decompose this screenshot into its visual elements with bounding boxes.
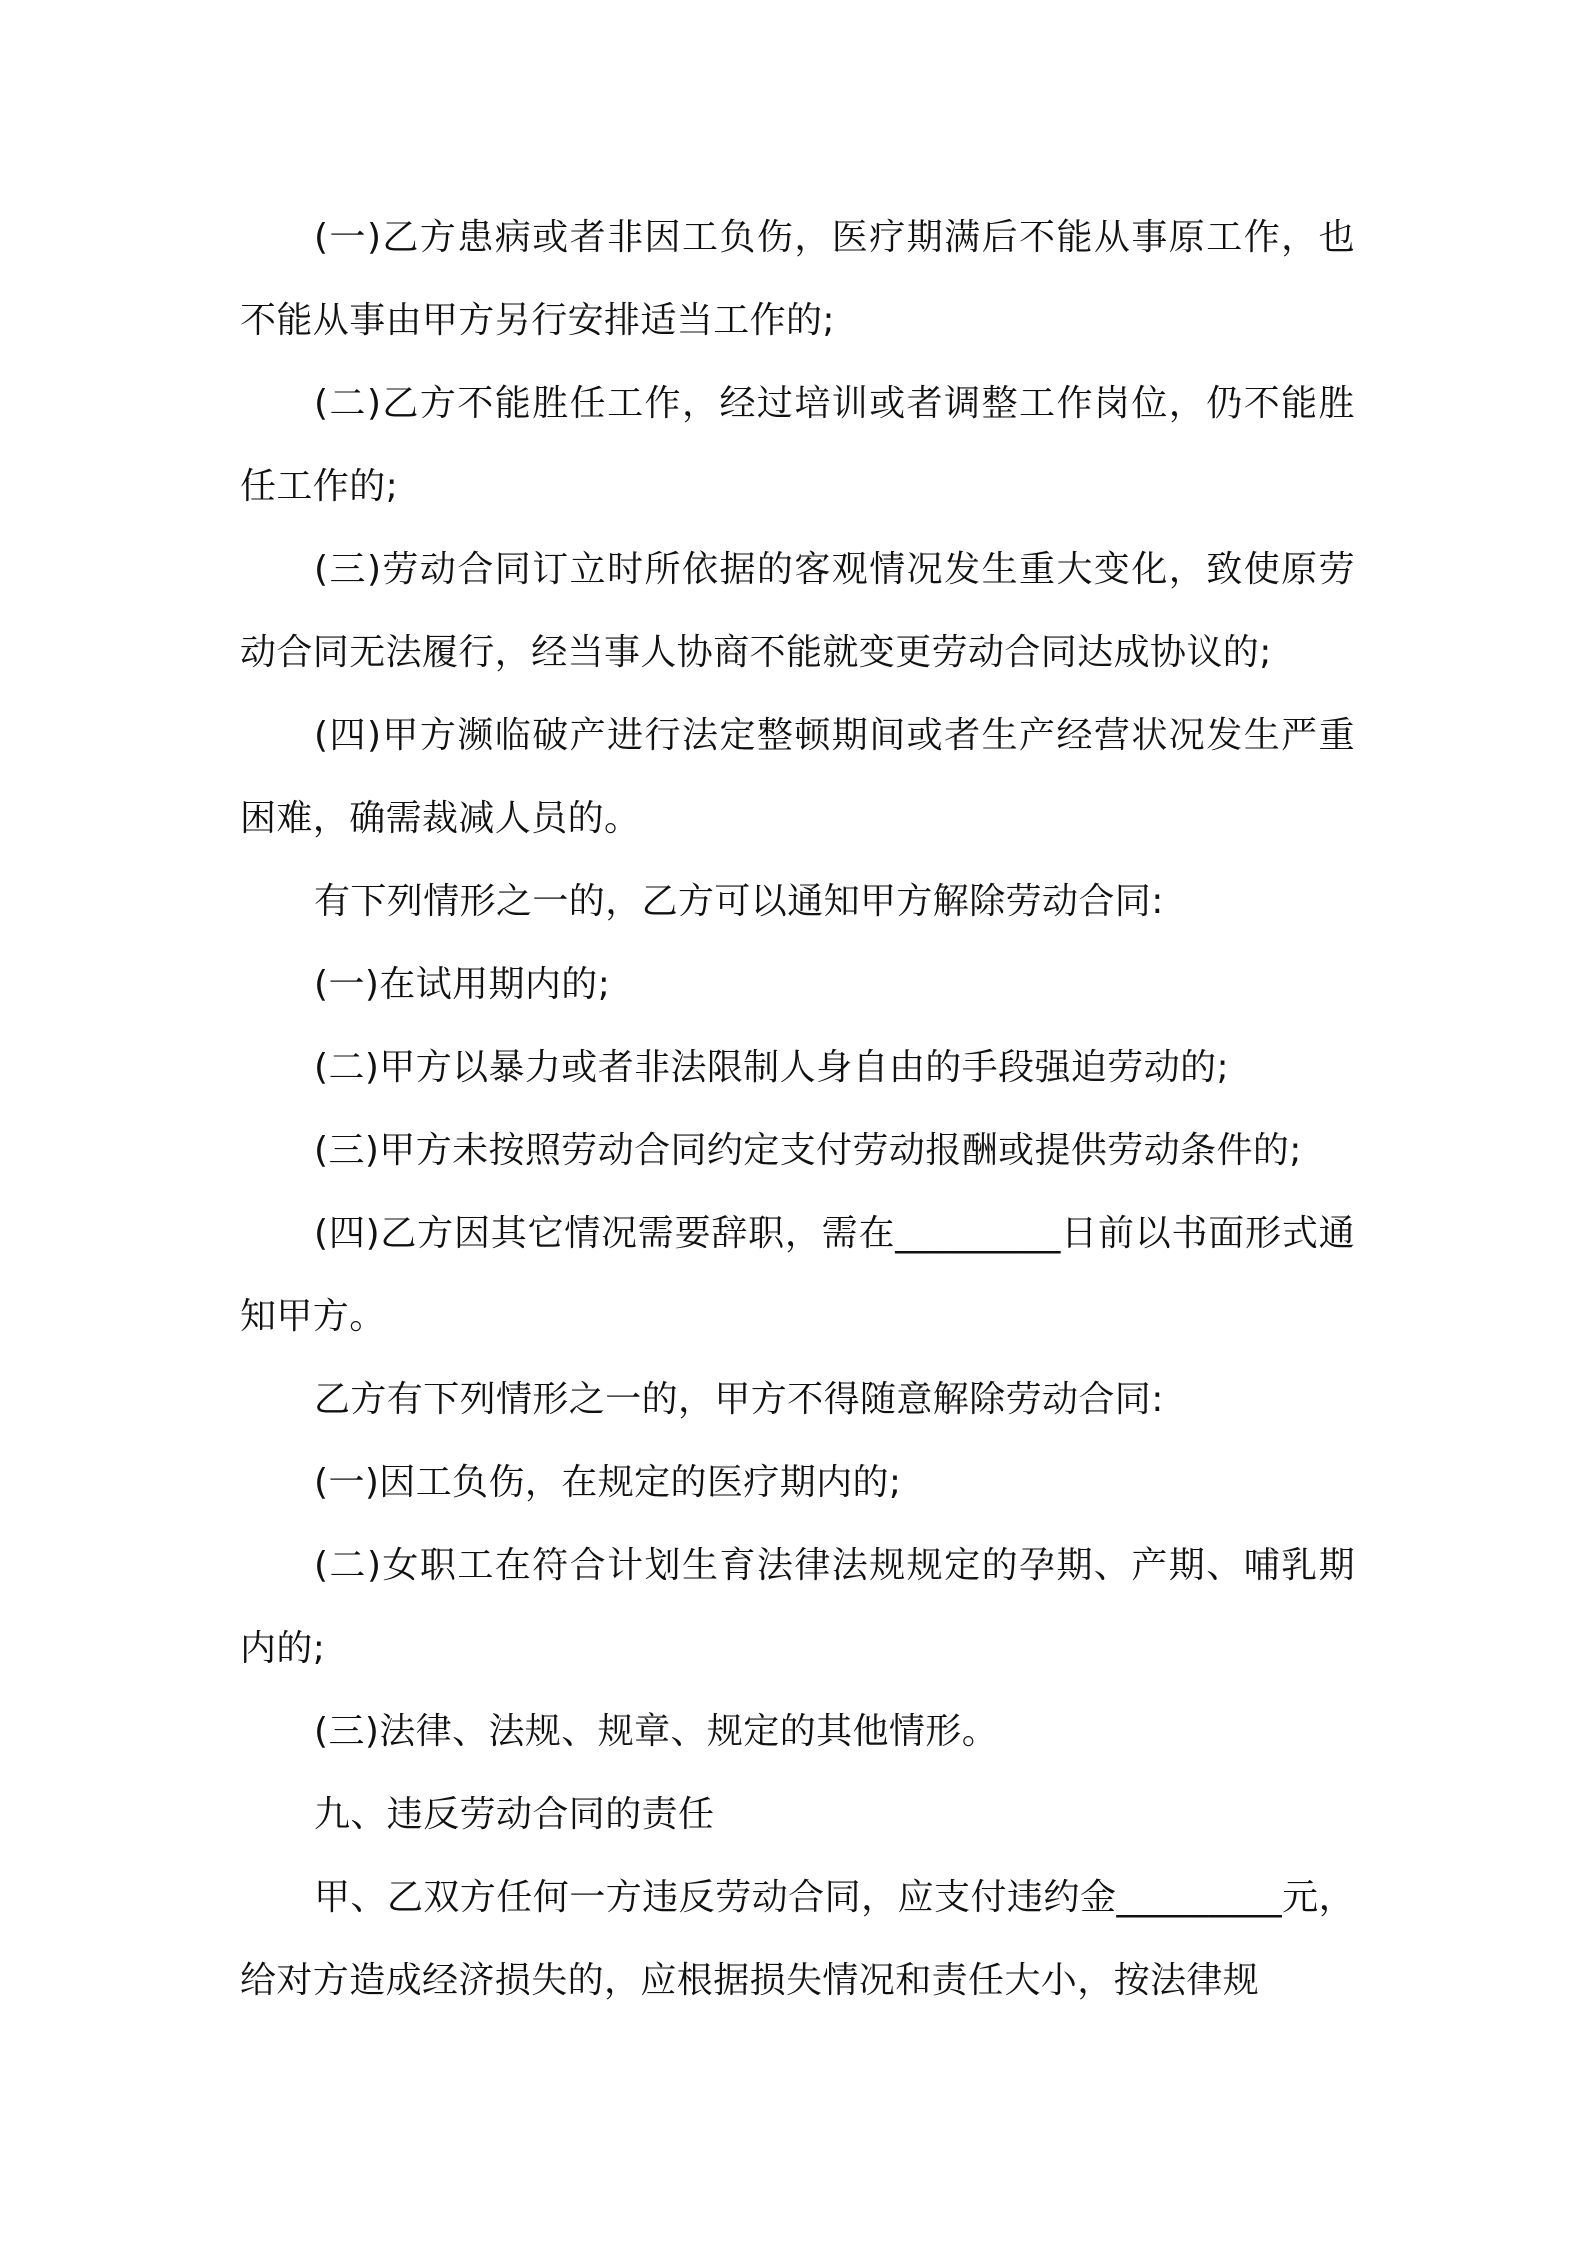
paragraph-clause-2-incompetence: (二)乙方不能胜任工作，经过培训或者调整工作岗位，仍不能胜任工作的; <box>240 383 1355 507</box>
paragraph-liability-penalty: 甲、乙双方任何一方违反劳动合同，应支付违约金_________元，给对方造成经济损失的，应根据损失情况和责任大小，按法律规 <box>240 1877 1355 2001</box>
section-heading-liability: 九、违反劳动合同的责任 <box>314 1794 715 1835</box>
paragraph-employee-clause-2: (二)甲方以暴力或者非法限制人身自由的手段强迫劳动的; <box>314 1047 1230 1088</box>
paragraph-clause-3-circumstances: (三)劳动合同订立时所依据的客观情况发生重大变化，致使原劳动合同无法履行，经当事人协商不能就变更劳动合同达成协议的; <box>240 549 1355 673</box>
paragraph-employee-termination-intro: 有下列情形之一的，乙方可以通知甲方解除劳动合同: <box>314 881 1164 922</box>
paragraph-protected-intro: 乙方有下列情形之一的，甲方不得随意解除劳动合同: <box>314 1379 1164 1420</box>
paragraph-employee-clause-4: (四)乙方因其它情况需要辞职，需在_________日前以书面形式通知甲方。 <box>240 1213 1355 1337</box>
paragraph-clause-4-bankruptcy: (四)甲方濒临破产进行法定整顿期间或者生产经营状况发生严重困难，确需裁减人员的。 <box>240 715 1355 839</box>
paragraph-employee-clause-1: (一)在试用期内的; <box>314 964 611 1005</box>
paragraph-clause-1-illness: (一)乙方患病或者非因工负伤，医疗期满后不能从事原工作，也不能从事由甲方另行安排适当工作的; <box>240 217 1355 341</box>
paragraph-employee-clause-3: (三)甲方未按照劳动合同约定支付劳动报酬或提供劳动条件的; <box>314 1130 1302 1171</box>
paragraph-protected-clause-3: (三)法律、法规、规章、规定的其他情形。 <box>314 1711 999 1752</box>
document-body <box>240 196 1355 2022</box>
paragraph-protected-clause-1: (一)因工负伤，在规定的医疗期内的; <box>314 1462 902 1503</box>
paragraph-protected-clause-2: (二)女职工在符合计划生育法律法规规定的孕期、产期、哺乳期内的; <box>240 1545 1355 1669</box>
